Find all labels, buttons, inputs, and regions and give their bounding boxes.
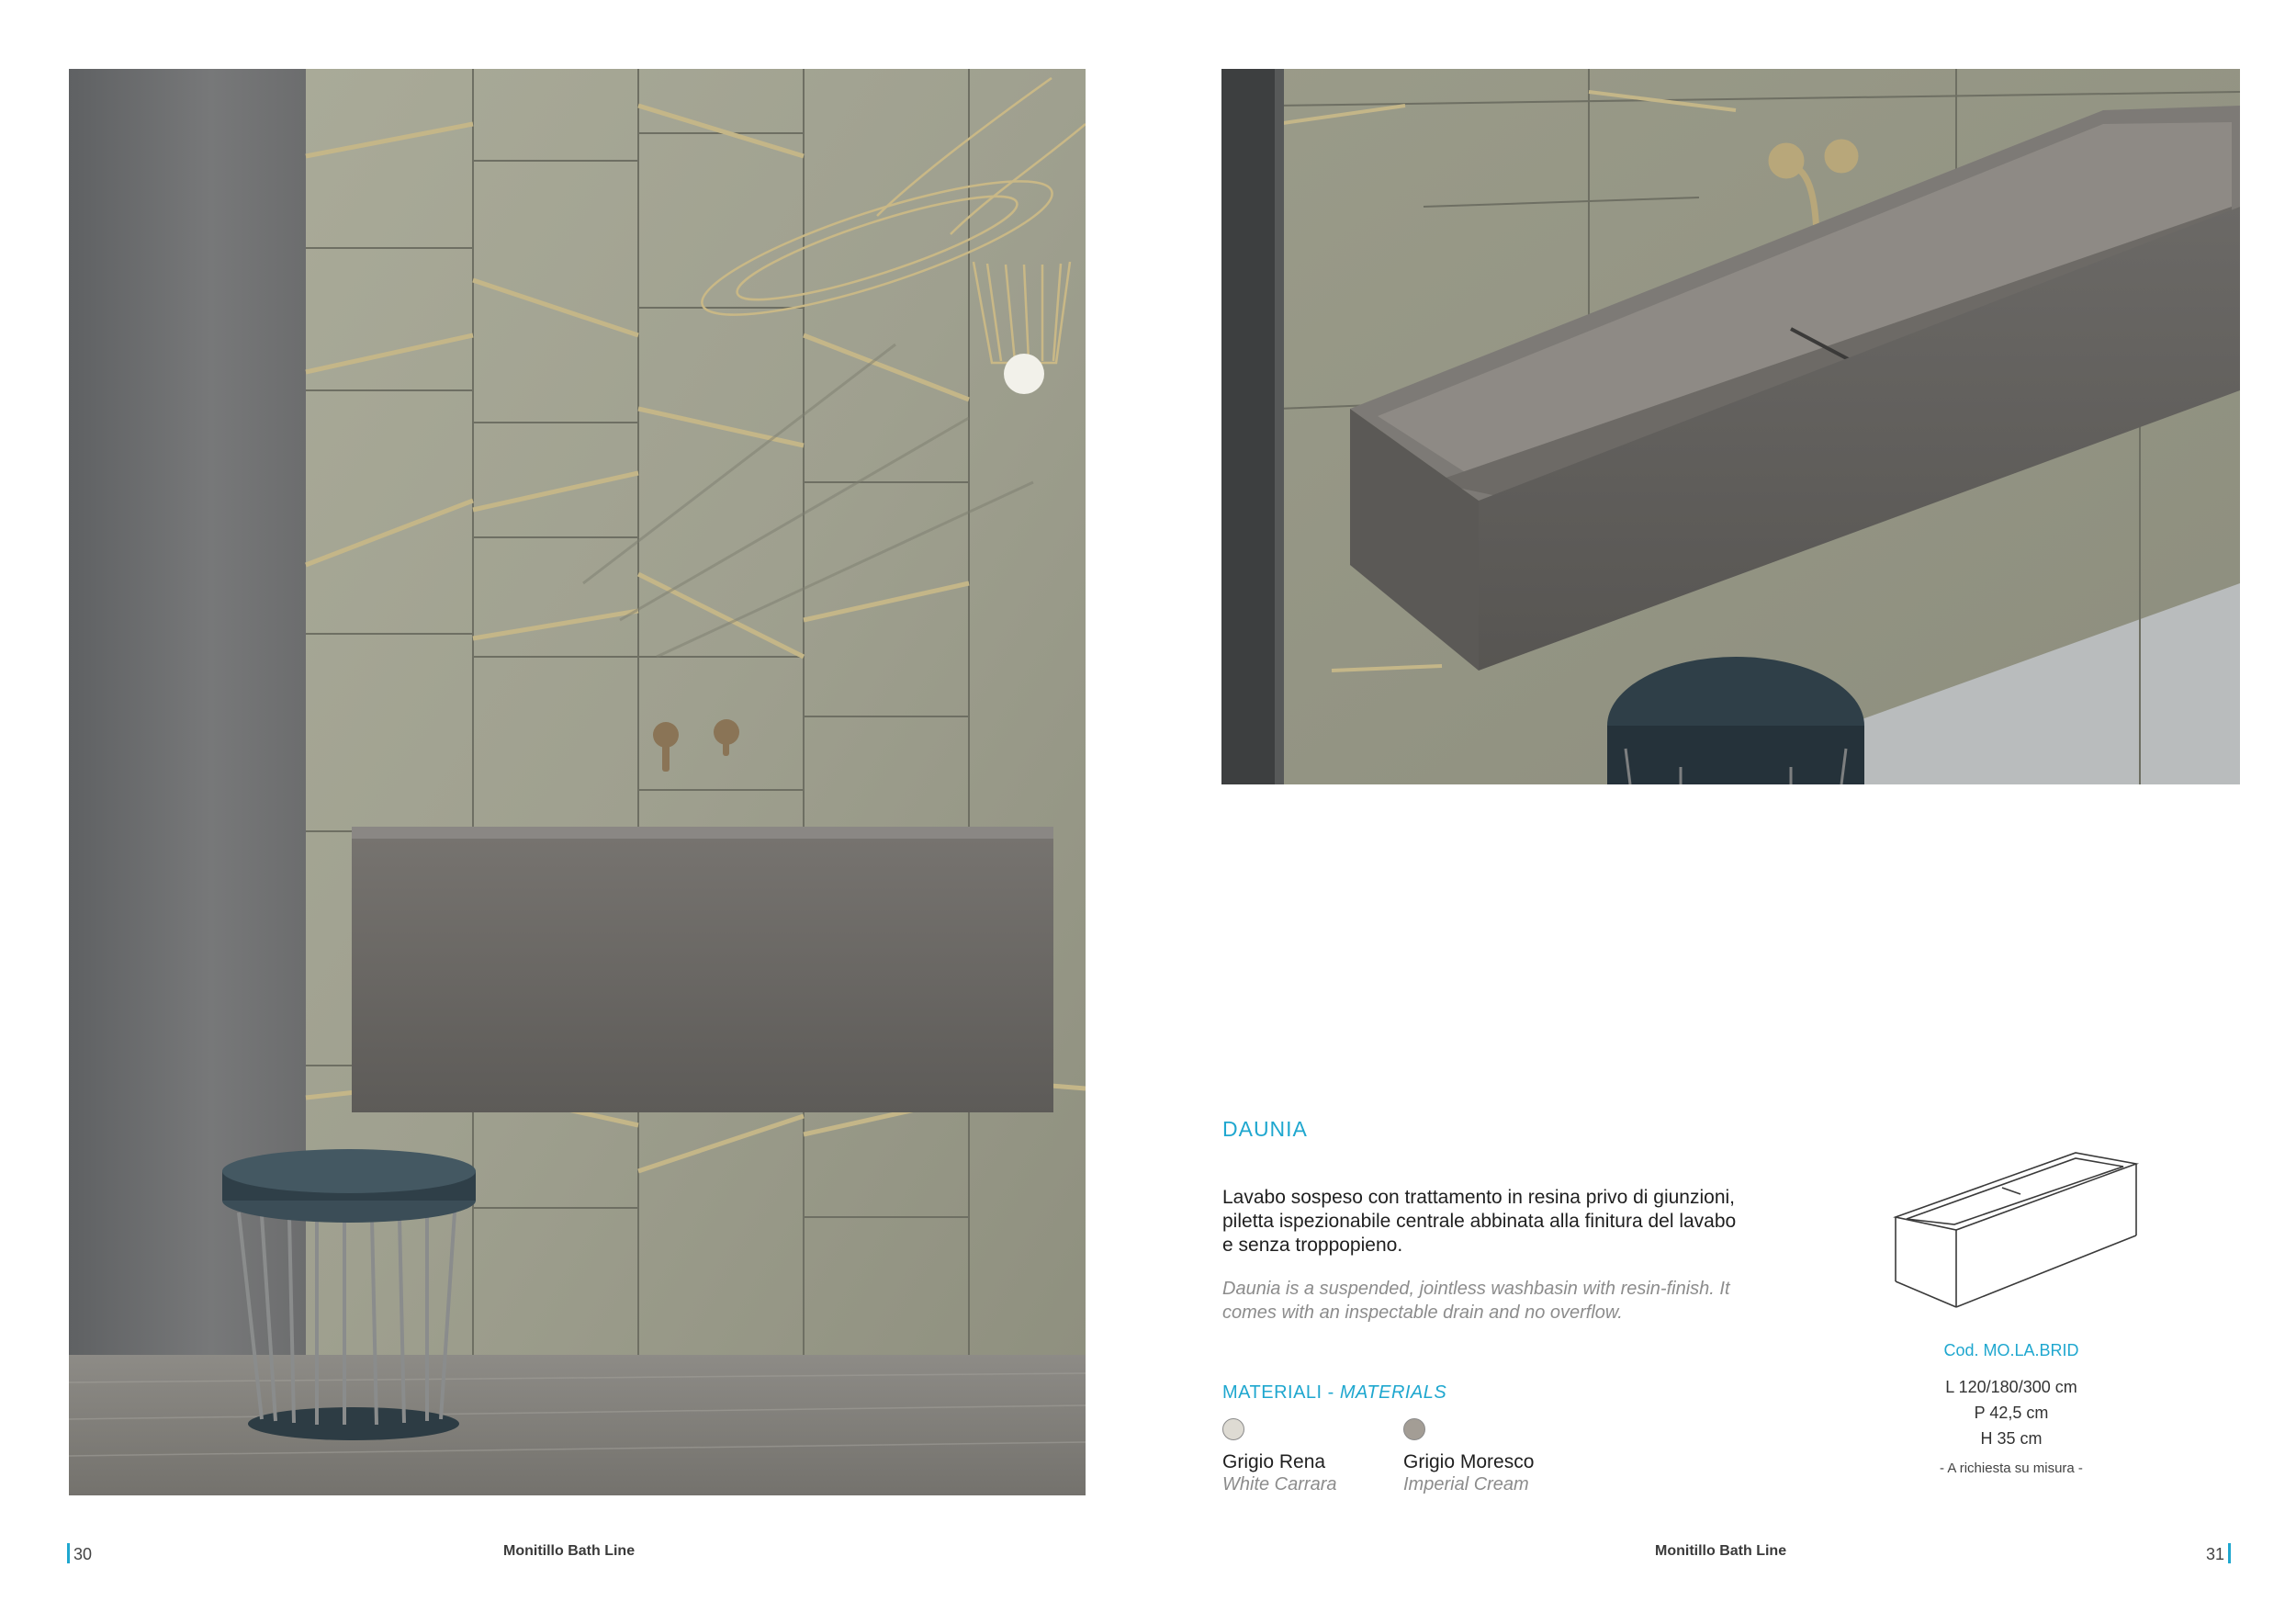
custom-size-note: - A richiesta su misura - [1940, 1460, 2083, 1476]
bathroom-photo [69, 69, 1086, 1495]
washbasin-photo [1221, 69, 2240, 784]
page-marker-bar [67, 1543, 70, 1563]
page-number-left [67, 1543, 92, 1564]
material-name: Grigio Moresco [1403, 1451, 1535, 1472]
material-subtitle: Imperial Cream [1403, 1474, 1529, 1494]
page-number-right-text: 31 [2206, 1545, 2225, 1563]
product-code: Cod. MO.LA.BRID [1943, 1341, 2079, 1359]
brand-footer-right: Monitillo Bath Line [1655, 1543, 1787, 1559]
material-item-grigio-moresco [1403, 1418, 1587, 1495]
material-item-grigio-rena [1222, 1418, 1406, 1495]
materials-heading-separator: - [1322, 1382, 1340, 1403]
color-swatch [1403, 1418, 1425, 1440]
material-subtitle: White Carrara [1222, 1474, 1337, 1494]
page-number-left-text: 30 [73, 1545, 93, 1563]
description-english: Daunia is a suspended, jointless washbasin with resin-finish. It comes with an inspectable drain and no overflow. [1222, 1279, 1730, 1323]
dimension-depth: P 42,5 cm [1974, 1404, 2049, 1422]
dimensions [1919, 1374, 2103, 1451]
product-title: DAUNIA [1222, 1117, 1308, 1141]
dimension-length: L 120/180/300 cm [1945, 1378, 2077, 1396]
materials-heading [1222, 1382, 1446, 1404]
materials-heading-en: MATERIALS [1339, 1382, 1447, 1403]
description-italian: Lavabo sospeso con trattamento in resina privo di giunzioni, piletta ispezionabile centrale abbinata alla finitura del lavabo e senza troppopieno. [1222, 1187, 1737, 1256]
basin-drawing [1892, 1144, 2140, 1318]
material-name: Grigio Rena [1222, 1451, 1326, 1472]
page-number-right [2206, 1543, 2231, 1564]
dimension-height: H 35 cm [1980, 1429, 2043, 1448]
materials-heading-it: MATERIALI [1222, 1382, 1322, 1403]
color-swatch [1222, 1418, 1244, 1440]
brand-footer-left: Monitillo Bath Line [503, 1543, 636, 1559]
page-marker-bar [2228, 1543, 2231, 1563]
